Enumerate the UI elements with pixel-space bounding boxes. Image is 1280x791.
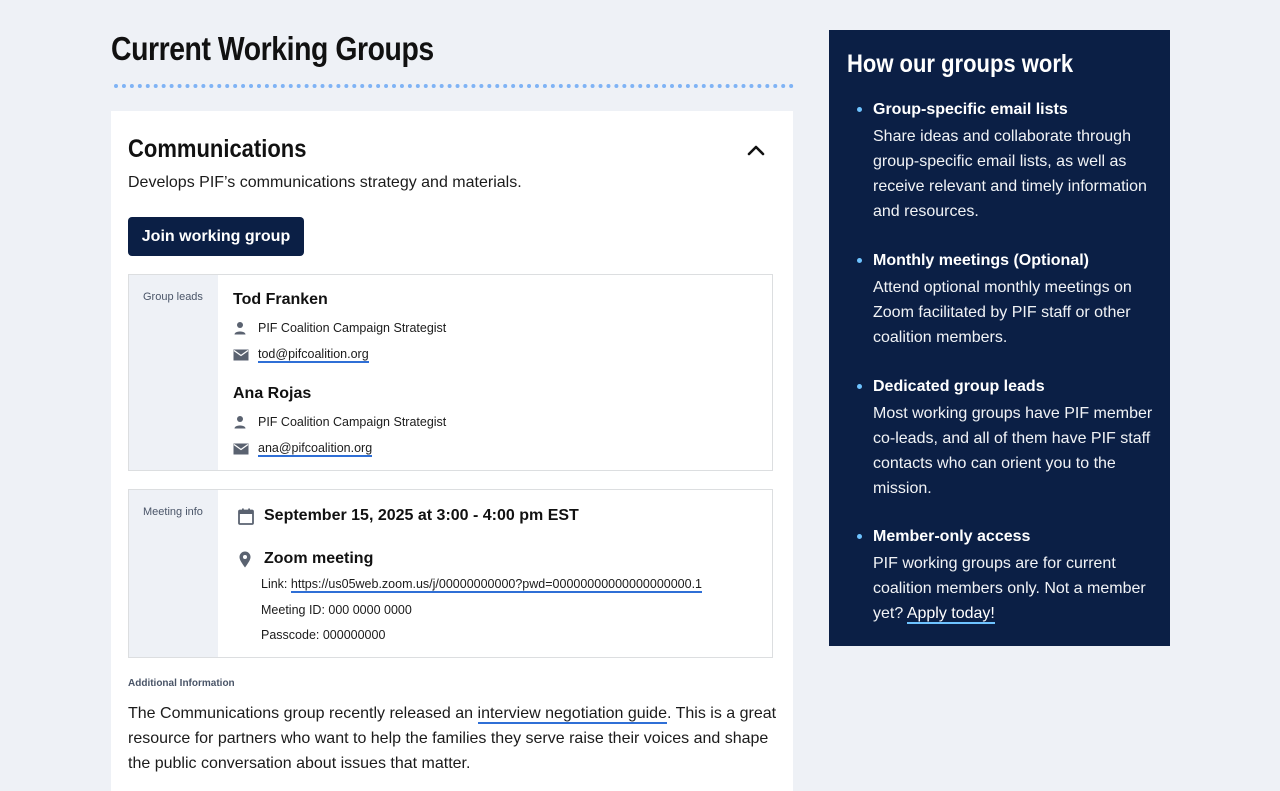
envelope-icon [233, 442, 250, 456]
lead-email-link[interactable]: tod@pifcoalition.org [258, 347, 369, 361]
additional-info-label: Additional Information [128, 678, 235, 689]
bullet-heading: Dedicated group leads [873, 378, 1045, 395]
lead-role: PIF Coalition Campaign Strategist [258, 415, 447, 429]
bullet-heading: Member-only access [873, 528, 1031, 545]
negotiation-guide-link[interactable]: interview negotiation guide [477, 705, 667, 722]
meeting-datetime-row [238, 507, 579, 525]
meeting-zoom-link[interactable]: https://us05web.zoom.us/j/00000000000?pwd=00000000000000000000.1 [290, 577, 702, 591]
envelope-icon [233, 348, 250, 362]
person-icon [233, 321, 250, 335]
list-item [873, 527, 1158, 626]
collapse-button[interactable] [743, 137, 769, 163]
map-pin-icon [238, 551, 256, 568]
bullet-body: Attend optional monthly meetings on Zoom facilitated by PIF staff or other coalition members. [873, 279, 1132, 346]
page-title: Current Working Groups [111, 30, 434, 67]
bullet-body: Share ideas and collaborate through group-specific email lists, as well as receive relevant and timely information and resources. [873, 128, 1147, 220]
meeting-info-box [128, 489, 773, 658]
chevron-up-icon [747, 144, 765, 156]
lead-name: Ana Rojas [233, 385, 312, 402]
meeting-link-prefix: Link: [261, 577, 288, 591]
lead-email-row [233, 441, 372, 457]
additional-info-lead: The Communications group recently released an [128, 705, 478, 722]
person-icon [233, 415, 250, 429]
list-item [873, 100, 1158, 224]
lead-email-row [233, 347, 369, 363]
meeting-passcode: Passcode: 000000000 [261, 628, 386, 642]
working-group-card [111, 111, 793, 791]
additional-info-text [128, 701, 778, 776]
list-item [873, 251, 1158, 350]
bullet-body: Most working groups have PIF member co-leads, and all of them have PIF staff contacts who can orient you to the mission. [873, 405, 1153, 497]
apply-today-link[interactable]: Apply today! [906, 605, 995, 622]
how-groups-work-panel [829, 30, 1170, 646]
calendar-icon [238, 508, 256, 525]
meeting-info-label: Meeting info [143, 506, 203, 518]
group-leads-box [128, 274, 773, 471]
lead-role: PIF Coalition Campaign Strategist [258, 321, 447, 335]
lead-role-row [233, 321, 446, 335]
group-description: Develops PIF’s communications strategy and materials. [128, 174, 522, 191]
group-leads-label: Group leads [143, 291, 203, 303]
group-leads-sidebar [129, 275, 218, 470]
join-working-group-button[interactable]: Join working group [128, 217, 304, 256]
list-item [873, 377, 1158, 501]
aside-title: How our groups work [847, 50, 1074, 78]
group-title: Communications [128, 135, 307, 163]
meeting-link-row [261, 577, 702, 591]
meeting-id: Meeting ID: 000 0000 0000 [261, 603, 412, 617]
additional-info-rest: . This is a great resource for partners who want to help the families they serve raise their voices and shape the public conversation about issues that matter. [128, 705, 777, 772]
lead-role-row [233, 415, 446, 429]
bullet-body [873, 551, 1158, 626]
title-divider [114, 84, 794, 88]
bullet-heading: Monthly meetings (Optional) [873, 252, 1089, 269]
lead-name: Tod Franken [233, 291, 328, 308]
meeting-location-row [238, 550, 373, 568]
bullet-heading: Group-specific email lists [873, 101, 1068, 118]
lead-email-link[interactable]: ana@pifcoalition.org [258, 441, 373, 455]
bullet-body-text: PIF working groups are for current coalition members only. Not a member yet? [873, 555, 1146, 622]
meeting-info-sidebar [129, 490, 218, 657]
meeting-datetime: September 15, 2025 at 3:00 - 4:00 pm EST [264, 507, 579, 524]
meeting-location: Zoom meeting [264, 550, 374, 567]
